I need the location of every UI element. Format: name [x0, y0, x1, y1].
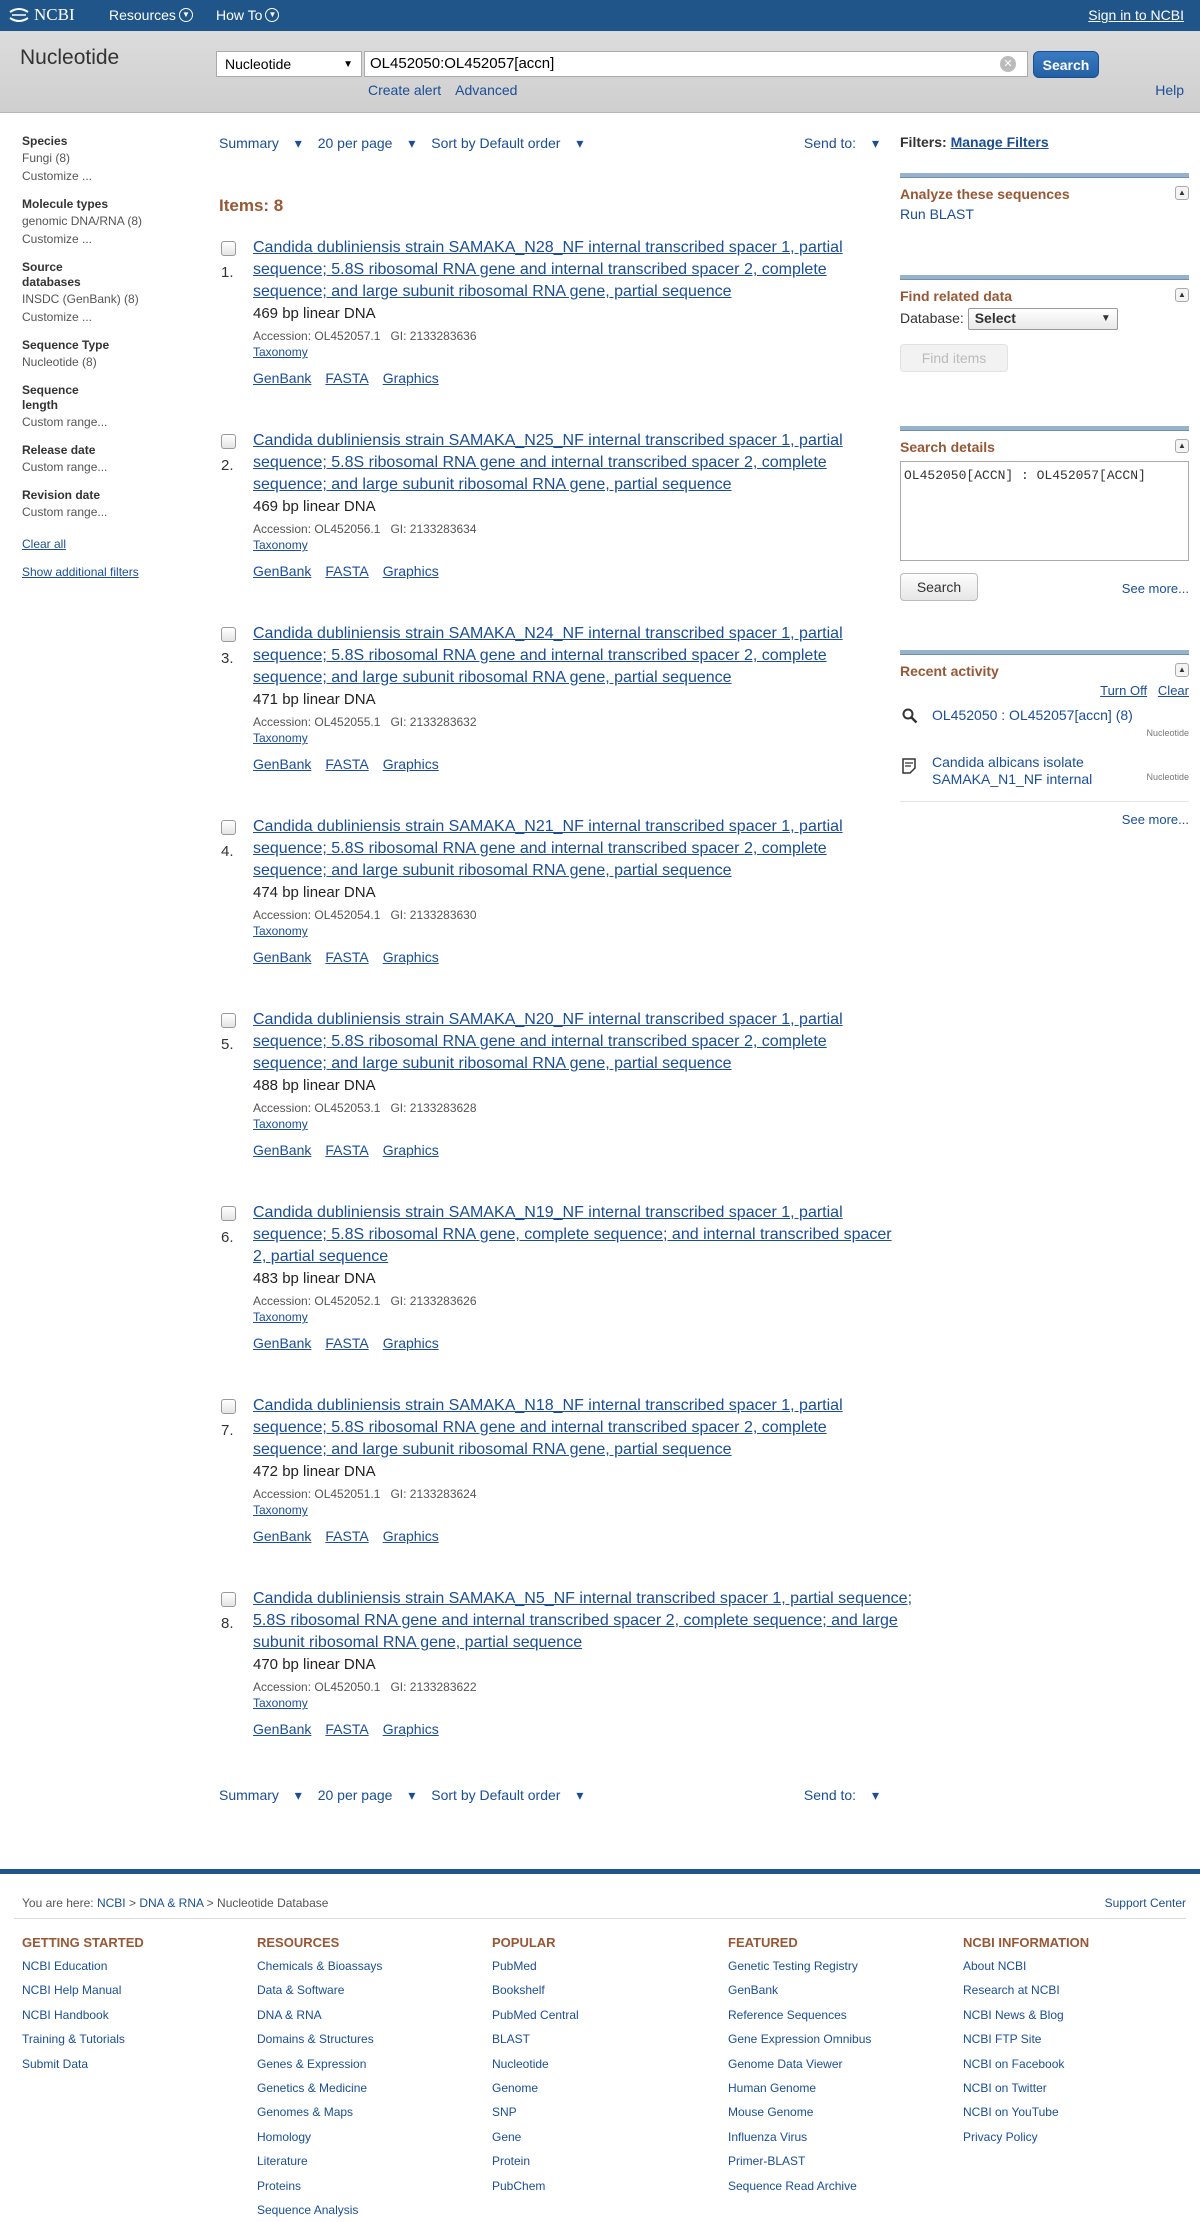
clear-activity-link[interactable]: Clear: [1157, 683, 1189, 698]
footer-link[interactable]: NCBI Education: [22, 1959, 108, 1973]
recent-record-text: Candida albicans isolate SAMAKA_N1_NF internal: [932, 754, 1093, 787]
recent-activity-item[interactable]: [900, 706, 1189, 746]
footer-link[interactable]: Genes & Expression: [257, 2056, 367, 2071]
recent-see-more-link[interactable]: See more...: [1121, 812, 1189, 827]
footer-link[interactable]: Chemicals & Bioassays: [257, 1959, 383, 1973]
result-description: 469 bp linear DNA: [253, 498, 376, 515]
result-checkbox[interactable]: [221, 434, 236, 449]
result-description: 471 bp linear DNA: [253, 691, 376, 708]
footer-link[interactable]: Privacy Policy: [963, 2129, 1038, 2144]
footer-link[interactable]: PubMed Central: [492, 2007, 579, 2022]
related-title: Find related data: [900, 288, 1013, 304]
summary-dropdown[interactable]: Summary ▾: [219, 1787, 302, 1803]
footer-link[interactable]: DNA & RNA: [257, 2007, 322, 2022]
ncbi-header-bar: [0, 0, 1200, 31]
fasta-link[interactable]: FASTA: [325, 370, 369, 386]
graphics-link[interactable]: Graphics: [382, 370, 439, 386]
filters-header: Filters: Manage Filters: [900, 134, 1049, 150]
items-count: Items: 8: [219, 196, 284, 215]
sort-dropdown[interactable]: Sort by Default order ▾: [431, 1787, 584, 1803]
result-checkbox[interactable]: [221, 241, 236, 256]
footer-link[interactable]: Mouse Genome: [728, 2105, 814, 2120]
collapse-icon[interactable]: ▲: [1175, 439, 1189, 453]
footer-link[interactable]: Reference Sequences: [728, 2007, 847, 2022]
footer-link[interactable]: NCBI Help Manual: [22, 1983, 122, 1998]
filter-title: Release date: [22, 443, 96, 457]
result-number: 5.: [221, 1036, 234, 1053]
search-icon: [902, 708, 918, 724]
filter-custom-range[interactable]: Custom range...: [22, 460, 108, 474]
result-number: 2.: [221, 457, 234, 474]
filter-group-molecule: [22, 197, 202, 248]
details-search-button[interactable]: Search: [900, 573, 978, 601]
chevron-down-icon: ▼: [179, 8, 193, 22]
filter-title: Sequence length: [22, 383, 79, 412]
result-accession: Accession: OL452053.1 GI: 2133283628: [253, 1101, 477, 1115]
fasta-link[interactable]: FASTA: [325, 1528, 369, 1544]
resources-label: Resources: [109, 7, 176, 23]
genbank-link[interactable]: GenBank: [253, 1142, 312, 1158]
footer-link[interactable]: Research at NCBI: [963, 1983, 1060, 1998]
result-description: 483 bp linear DNA: [253, 1270, 376, 1287]
result-description: 488 bp linear DNA: [253, 1077, 376, 1094]
footer-link[interactable]: NCBI News & Blog: [963, 2007, 1064, 2022]
genbank-link[interactable]: GenBank: [253, 949, 312, 965]
graphics-link[interactable]: Graphics: [382, 1335, 439, 1351]
analyze-box: [900, 173, 1189, 222]
manage-filters-link[interactable]: Manage Filters: [950, 134, 1049, 150]
footer-column-getting-started: [22, 1935, 144, 2076]
result-title-link[interactable]: Candida dubliniensis strain SAMAKA_N5_NF internal transcribed spacer 1, partial sequence; 5.8S ribosomal RNA gene and internal transcribed spacer 2, complete sequence; and large subunit ribosomal RNA gene, partial sequence: [253, 1590, 913, 1651]
filter-group-release: [22, 443, 202, 476]
footer-link[interactable]: Genome Data Viewer: [728, 2056, 843, 2071]
footer-link[interactable]: SNP: [492, 2105, 517, 2120]
related-database-select[interactable]: Select ▼: [968, 308, 1118, 330]
per-page-dropdown[interactable]: 20 per page ▾: [317, 135, 416, 151]
show-additional-filters-link[interactable]: Show additional filters: [22, 565, 139, 579]
footer-link[interactable]: Protein: [492, 2154, 531, 2169]
filter-group-revision: [22, 488, 202, 521]
taxonomy-link[interactable]: Taxonomy: [253, 1310, 308, 1324]
footer-link[interactable]: Submit Data: [22, 2056, 89, 2071]
clear-search-icon[interactable]: ✕: [1000, 56, 1016, 72]
database-select-value: Nucleotide: [225, 56, 292, 72]
footer-link[interactable]: NCBI on YouTube: [963, 2105, 1059, 2120]
taxonomy-link[interactable]: Taxonomy: [253, 1117, 308, 1131]
footer-link[interactable]: Bookshelf: [492, 1983, 545, 1998]
result-title-link[interactable]: Candida dubliniensis strain SAMAKA_N25_NF internal transcribed spacer 1, partial sequence; 5.8S ribosomal RNA gene and internal transcribed spacer 2, complete sequence; and large subunit ribosomal RNA gene, partial sequence: [253, 432, 843, 493]
right-column: [900, 134, 1189, 827]
footer-link[interactable]: Literature: [257, 2154, 308, 2169]
footer-link[interactable]: Homology: [257, 2129, 312, 2144]
ncbi-logo-text: NCBI: [34, 5, 75, 24]
footer-link[interactable]: Human Genome: [728, 2081, 817, 2096]
result-checkbox[interactable]: [221, 1206, 236, 1221]
breadcrumb: You are here: NCBI > DNA & RNA > Nucleotide Database: [22, 1896, 329, 1910]
ncbi-logo-icon: [8, 6, 30, 24]
footer-link[interactable]: Domains & Structures: [257, 2032, 374, 2047]
filter-group-species: [22, 134, 202, 185]
filter-item[interactable]: Nucleotide (8): [22, 355, 97, 369]
recent-activity-box: [900, 650, 1189, 827]
database-label: Database:: [900, 310, 964, 326]
fasta-link[interactable]: FASTA: [325, 756, 369, 772]
database-select[interactable]: [216, 51, 362, 77]
footer-link[interactable]: Genomes & Maps: [257, 2105, 354, 2120]
sort-dropdown[interactable]: Sort by Default order ▾: [431, 135, 584, 151]
footer-column-featured: [728, 1935, 871, 2198]
fasta-link[interactable]: FASTA: [325, 1721, 369, 1737]
result-accession: Accession: OL452054.1 GI: 2133283630: [253, 908, 477, 922]
collapse-icon[interactable]: ▲: [1175, 288, 1189, 302]
result-number: 3.: [221, 650, 234, 667]
result-accession: Accession: OL452050.1 GI: 2133283622: [253, 1680, 477, 1694]
result-description: 474 bp linear DNA: [253, 884, 376, 901]
find-items-button[interactable]: Find items: [900, 344, 1008, 372]
footer-link[interactable]: NCBI on Twitter: [963, 2081, 1047, 2096]
send-to-dropdown[interactable]: Send to: ▾: [803, 1787, 879, 1803]
fasta-link[interactable]: FASTA: [325, 563, 369, 579]
help-link[interactable]: Help: [1155, 82, 1184, 98]
howto-label: How To: [216, 7, 263, 23]
taxonomy-link[interactable]: Taxonomy: [253, 1696, 308, 1710]
result-number: 1.: [221, 264, 234, 281]
taxonomy-link[interactable]: Taxonomy: [253, 538, 308, 552]
graphics-link[interactable]: Graphics: [382, 756, 439, 772]
turn-off-link[interactable]: Turn Off: [1100, 683, 1148, 698]
genbank-link[interactable]: GenBank: [253, 756, 312, 772]
footer-link[interactable]: Training & Tutorials: [22, 2032, 125, 2047]
footer-link[interactable]: Gene: [492, 2129, 522, 2144]
send-to-dropdown[interactable]: Send to: ▾: [803, 135, 879, 151]
footer-link[interactable]: Sequence Analysis: [257, 2203, 359, 2218]
breadcrumb-ncbi[interactable]: NCBI: [96, 1896, 126, 1910]
breadcrumb-current: Nucleotide Database: [217, 1896, 329, 1910]
graphics-link[interactable]: Graphics: [382, 1528, 439, 1544]
result-accession: Accession: OL452051.1 GI: 2133283624: [253, 1487, 477, 1501]
recent-title: Recent activity: [900, 663, 999, 679]
filter-title: Source databases: [22, 260, 81, 289]
chevron-down-icon: ▼: [265, 8, 279, 22]
footer-link[interactable]: Genetics & Medicine: [257, 2081, 368, 2096]
clear-all-link[interactable]: Clear all: [22, 537, 67, 551]
taxonomy-link[interactable]: Taxonomy: [253, 924, 308, 938]
footer-column-popular: [492, 1935, 579, 2198]
filter-item[interactable]: INSDC (GenBank) (8): [22, 292, 139, 306]
result-description: 470 bp linear DNA: [253, 1656, 376, 1673]
display-settings-bar: [219, 135, 879, 152]
footer-column-ncbi-information: [963, 1935, 1089, 2149]
search-button[interactable]: Search: [1033, 51, 1099, 78]
display-settings-bar-bottom: [219, 1787, 879, 1804]
footer-link[interactable]: Influenza Virus: [728, 2129, 808, 2144]
footer-link[interactable]: Genetic Testing Registry: [728, 1959, 858, 1973]
details-see-more-link[interactable]: See more...: [1121, 581, 1189, 596]
filter-group-seqtype: [22, 338, 202, 371]
breadcrumb-dna-rna[interactable]: DNA & RNA: [139, 1896, 204, 1910]
graphics-link[interactable]: Graphics: [382, 949, 439, 965]
search-details-textarea[interactable]: OL452050[ACCN] : OL452057[ACCN]: [900, 461, 1189, 561]
filter-title: Revision date: [22, 488, 101, 502]
footer-link[interactable]: Sequence Read Archive: [728, 2178, 857, 2193]
fasta-link[interactable]: FASTA: [325, 949, 369, 965]
analyze-title: Analyze these sequences: [900, 186, 1070, 202]
result-description: 472 bp linear DNA: [253, 1463, 376, 1480]
graphics-link[interactable]: Graphics: [382, 1142, 439, 1158]
taxonomy-link[interactable]: Taxonomy: [253, 345, 308, 359]
result-accession: Accession: OL452056.1 GI: 2133283634: [253, 522, 477, 536]
result-number: 8.: [221, 1615, 234, 1632]
footer-link[interactable]: PubMed: [492, 1959, 537, 1973]
filter-item[interactable]: genomic DNA/RNA (8): [22, 214, 143, 228]
footer-link[interactable]: NCBI FTP Site: [963, 2032, 1042, 2047]
signin-link[interactable]: Sign in to NCBI: [1088, 7, 1184, 23]
footer-column-title: POPULAR: [492, 1935, 556, 1950]
recent-query-text: OL452050 : OL452057[accn] (8): [932, 707, 1133, 723]
graphics-link[interactable]: Graphics: [382, 1721, 439, 1737]
page-footer: [0, 1874, 1200, 2218]
genbank-link[interactable]: GenBank: [253, 1335, 312, 1351]
collapse-icon[interactable]: ▲: [1175, 186, 1189, 200]
genbank-link[interactable]: GenBank: [253, 1721, 312, 1737]
result-checkbox[interactable]: [221, 820, 236, 835]
footer-link[interactable]: NCBI Handbook: [22, 2007, 109, 2022]
result-description: 469 bp linear DNA: [253, 305, 376, 322]
recent-db-label: Nucleotide: [1146, 728, 1189, 738]
result-title-link[interactable]: Candida dubliniensis strain SAMAKA_N20_NF internal transcribed spacer 1, partial sequence; 5.8S ribosomal RNA gene and internal transcribed spacer 2, complete sequence; and large subunit ribosomal RNA gene, partial sequence: [253, 1011, 843, 1072]
filter-customize[interactable]: Customize ...: [22, 310, 93, 324]
per-page-dropdown[interactable]: 20 per page ▾: [317, 1787, 416, 1803]
result-checkbox[interactable]: [221, 627, 236, 642]
create-alert-link[interactable]: Create alert: [368, 82, 442, 98]
footer-link[interactable]: Gene Expression Omnibus: [728, 2032, 872, 2047]
filter-item[interactable]: Fungi (8): [22, 151, 71, 165]
filter-customize[interactable]: Customize ...: [22, 169, 93, 183]
result-number: 4.: [221, 843, 234, 860]
result-accession: Accession: OL452055.1 GI: 2133283632: [253, 715, 477, 729]
footer-link[interactable]: About NCBI: [963, 1959, 1027, 1973]
footer-link[interactable]: Nucleotide: [492, 2056, 549, 2071]
footer-column-resources: [257, 1935, 382, 2222]
footer-column-title: GETTING STARTED: [22, 1935, 144, 1950]
filter-custom-range[interactable]: Custom range...: [22, 505, 108, 519]
genbank-link[interactable]: GenBank: [253, 563, 312, 579]
filter-sidebar: [22, 134, 202, 593]
footer-link[interactable]: GenBank: [728, 1983, 779, 1998]
search-bar: [0, 31, 1200, 113]
related-data-box: [900, 275, 1189, 372]
taxonomy-link[interactable]: Taxonomy: [253, 1503, 308, 1517]
footer-column-title: NCBI INFORMATION: [963, 1935, 1090, 1950]
result-title-link[interactable]: Candida dubliniensis strain SAMAKA_N18_NF internal transcribed spacer 1, partial sequence; 5.8S ribosomal RNA gene and internal transcribed spacer 2, complete sequence; and large subunit ribosomal RNA gene, partial sequence: [253, 1397, 843, 1458]
dropdown-arrow-icon: ▼: [343, 59, 353, 70]
recent-db-label: Nucleotide: [1146, 772, 1189, 782]
footer-link[interactable]: Data & Software: [257, 1983, 345, 1998]
filter-title: Molecule types: [22, 197, 109, 211]
document-icon: [902, 758, 916, 774]
ncbi-logo[interactable]: [8, 5, 75, 25]
result-number: 7.: [221, 1422, 234, 1439]
run-blast-link[interactable]: Run BLAST: [900, 206, 974, 222]
filter-group-source: [22, 260, 202, 326]
result-title-link[interactable]: Candida dubliniensis strain SAMAKA_N28_NF internal transcribed spacer 1, partial sequence; 5.8S ribosomal RNA gene and internal transcribed spacer 2, complete sequence; and large subunit ribosomal RNA gene, partial sequence: [253, 239, 843, 300]
filter-title: Sequence Type: [22, 338, 110, 352]
result-checkbox[interactable]: [221, 1013, 236, 1028]
result-checkbox[interactable]: [221, 1592, 236, 1607]
recent-activity-item[interactable]: [900, 754, 1189, 802]
result-title-link[interactable]: Candida dubliniensis strain SAMAKA_N19_NF internal transcribed spacer 1, partial sequence; 5.8S ribosomal RNA gene, complete sequence; and internal transcribed spacer 2, partial sequence: [253, 1204, 892, 1265]
result-number: 6.: [221, 1229, 234, 1246]
summary-dropdown[interactable]: Summary ▾: [219, 135, 302, 151]
filter-custom-range[interactable]: Custom range...: [22, 415, 108, 429]
footer-link[interactable]: Proteins: [257, 2178, 302, 2193]
graphics-link[interactable]: Graphics: [382, 563, 439, 579]
fasta-link[interactable]: FASTA: [325, 1335, 369, 1351]
result-title-link[interactable]: Candida dubliniensis strain SAMAKA_N21_NF internal transcribed spacer 1, partial sequence; 5.8S ribosomal RNA gene and internal transcribed spacer 2, complete sequence; and large subunit ribosomal RNA gene, partial sequence: [253, 818, 843, 879]
footer-link[interactable]: Primer-BLAST: [728, 2154, 806, 2169]
result-accession: Accession: OL452052.1 GI: 2133283626: [253, 1294, 477, 1308]
result-title-link[interactable]: Candida dubliniensis strain SAMAKA_N24_NF internal transcribed spacer 1, partial sequence; 5.8S ribosomal RNA gene and internal transcribed spacer 2, complete sequence; and large subunit ribosomal RNA gene, partial sequence: [253, 625, 843, 686]
database-title: Nucleotide: [20, 46, 120, 69]
filter-group-length: [22, 383, 202, 431]
footer-link[interactable]: Genome: [492, 2081, 539, 2096]
footer-link[interactable]: PubChem: [492, 2178, 546, 2193]
taxonomy-link[interactable]: Taxonomy: [253, 731, 308, 745]
fasta-link[interactable]: FASTA: [325, 1142, 369, 1158]
collapse-icon[interactable]: ▲: [1175, 663, 1189, 677]
filter-customize[interactable]: Customize ...: [22, 232, 93, 246]
result-accession: Accession: OL452057.1 GI: 2133283636: [253, 329, 477, 343]
footer-column-title: FEATURED: [728, 1935, 798, 1950]
filter-title: Species: [22, 134, 68, 148]
genbank-link[interactable]: GenBank: [253, 370, 312, 386]
search-input[interactable]: OL452050:OL452057[accn]: [364, 51, 1028, 77]
result-checkbox[interactable]: [221, 1399, 236, 1414]
howto-menu[interactable]: [216, 7, 279, 23]
footer-link[interactable]: NCBI on Facebook: [963, 2056, 1065, 2071]
dropdown-arrow-icon: ▼: [1100, 313, 1111, 324]
genbank-link[interactable]: GenBank: [253, 1528, 312, 1544]
footer-link[interactable]: BLAST: [492, 2032, 531, 2047]
support-center-link[interactable]: Support Center: [1104, 1896, 1186, 1910]
advanced-search-link[interactable]: Advanced: [455, 82, 518, 98]
search-details-box: [900, 426, 1189, 603]
footer-column-title: RESOURCES: [257, 1935, 340, 1950]
details-title: Search details: [900, 439, 995, 455]
resources-menu[interactable]: [109, 7, 193, 23]
